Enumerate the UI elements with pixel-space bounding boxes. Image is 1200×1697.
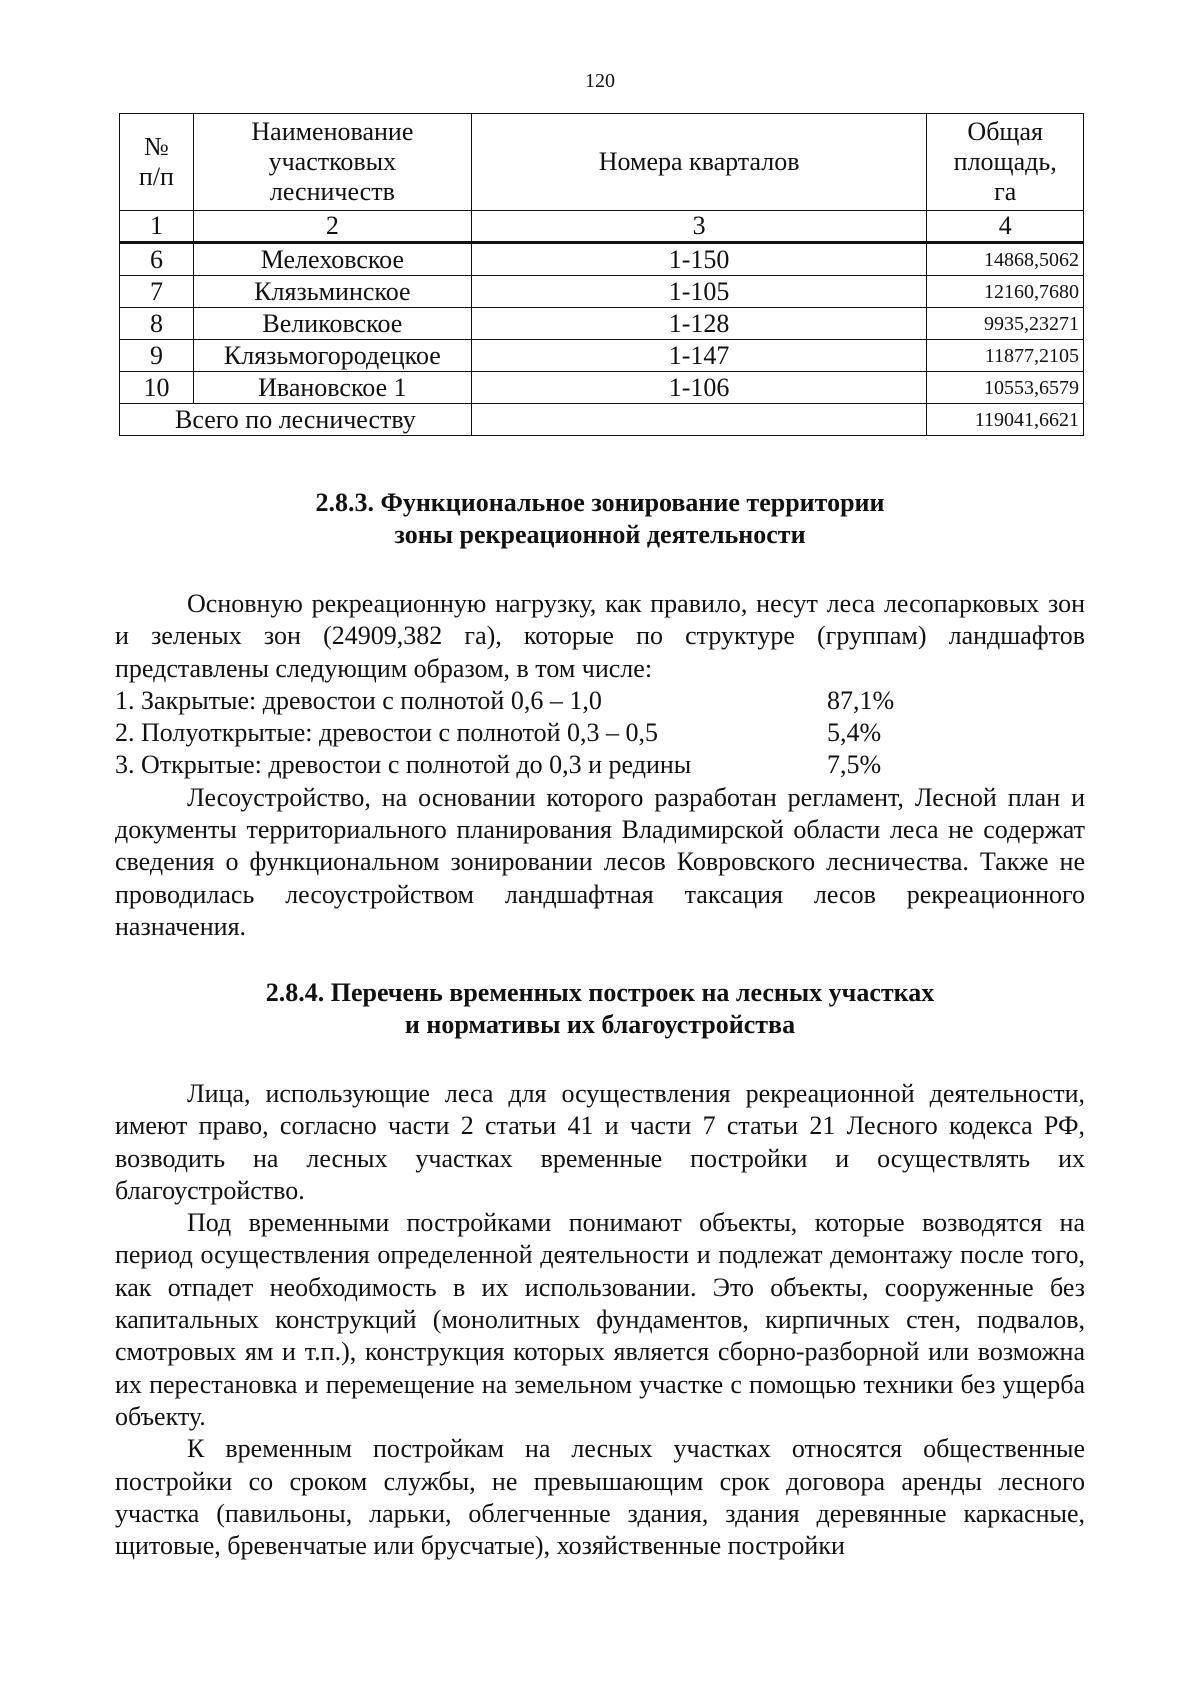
total-area: 10553,6579 [927,372,1084,404]
list-item-text: 2. Полуоткрытые: древостои с полнотой 0,3 – 0,5 [115,718,659,748]
header-number: № п/п [120,114,194,211]
table-total-row [120,404,1084,436]
paragraph: Под временными постройками понимают объекты, которые возводятся на период осуществления определенной деятельности и подлежат демонтажу после того, как отпадет необходимость в их использовании. Это объекты, сооруженные без капитальных конструкций (монолитных фундаментов, кирпичных стен, подвалов, смотровых ям и т.п.), конструкция которых является сборно-разборной или возможна их перестановка и перемещение на земельном участке с помощью техники без ущерба объекту. [115,1208,1085,1431]
total-area: 11877,2105 [927,340,1084,372]
row-number: 10 [120,372,194,404]
paragraph: К временным постройкам на лесных участках относятся общественные постройки со сроком службы, не превышающим срок договора аренды лесного участка (павильоны, ларьки, облегченные здания, здания деревянные каркасные, щитовые, бревенчатые или брусчатые), хозяйственные постройки [115,1434,1085,1561]
paragraph: Лесоустройство, на основании которого разработан регламент, Лесной план и документы территориального планирования Владимирской области леса не содержат сведения о функциональном зонировании лесов Ковровского лесничества. Также не проводилась лесоустройством ландшафтная таксация лесов рекреационного назначения. [115,782,1085,941]
row-number: 7 [120,276,194,308]
column-number: 3 [471,211,927,243]
forestry-name: Клязьмогородецкое [193,340,471,372]
list-item [115,685,1085,717]
list-item [115,749,1085,781]
section-283-body [115,588,1085,943]
list-item-percent: 87,1% [827,685,895,715]
table-header-row [120,114,1084,211]
paragraph: Лица, использующие леса для осуществления рекреационной деятельности, имеют право, согласно части 2 статьи 41 и части 7 статьи 21 Лесного кодекса РФ, возводить на лесных участках временные постройки и осуществлять их благоустройство. [115,1079,1085,1205]
section-284-title: 2.8.4. Перечень временных построек на лесных участках и нормативы их благоустройства [265,978,935,1039]
table-row [120,308,1084,340]
quarters-range: 1-147 [471,340,927,372]
column-number: 4 [927,211,1084,243]
list-item-text: 3. Открытые: древостои с полнотой до 0,3 и редины [115,750,692,780]
row-number: 8 [120,308,194,340]
total-area: 14868,5062 [927,243,1084,276]
column-number: 1 [120,211,194,243]
quarters-range: 1-106 [471,372,927,404]
table-row [120,340,1084,372]
header-forestry-name: Наименование участковых лесничеств [193,114,471,211]
list-item-text: 1. Закрытые: древостои с полнотой 0,6 – 1,0 [115,685,602,715]
header-area: Общая площадь, га [927,114,1084,211]
total-area: 9935,23271 [927,308,1084,340]
row-number: 6 [120,243,194,276]
forestry-areas-table [119,113,1084,436]
forestry-name: Великовское [193,308,471,340]
paragraph: Основную рекреационную нагрузку, как правило, несут леса лесопарковых зон и зеленых зон (24909,382 га), которые по структуре (группам) ландшафтов представлены следующим образом, в том числе: [115,589,1085,683]
section-284-body [115,1078,1085,1562]
list-item [115,717,1085,749]
forestry-name: Клязьминское [193,276,471,308]
table-row [120,372,1084,404]
table-row [120,243,1084,276]
total-label: Всего по лесничеству [120,404,472,436]
quarters-range: 1-105 [471,276,927,308]
column-number: 2 [193,211,471,243]
section-283-title: 2.8.3. Функциональное зонирование территории зоны рекреационной деятельности [315,488,885,549]
quarters-range: 1-150 [471,243,927,276]
total-quarters [471,404,927,436]
column-number-row [120,211,1084,243]
total-area-sum: 119041,6621 [927,404,1084,436]
forestry-name: Мелеховское [193,243,471,276]
page-number: 120 [585,70,615,92]
list-item-percent: 5,4% [827,718,882,748]
row-number: 9 [120,340,194,372]
forestry-name: Ивановское 1 [193,372,471,404]
quarters-range: 1-128 [471,308,927,340]
total-area: 12160,7680 [927,276,1084,308]
table-row [120,276,1084,308]
header-quarters: Номера кварталов [471,114,927,211]
list-item-percent: 7,5% [827,750,882,780]
